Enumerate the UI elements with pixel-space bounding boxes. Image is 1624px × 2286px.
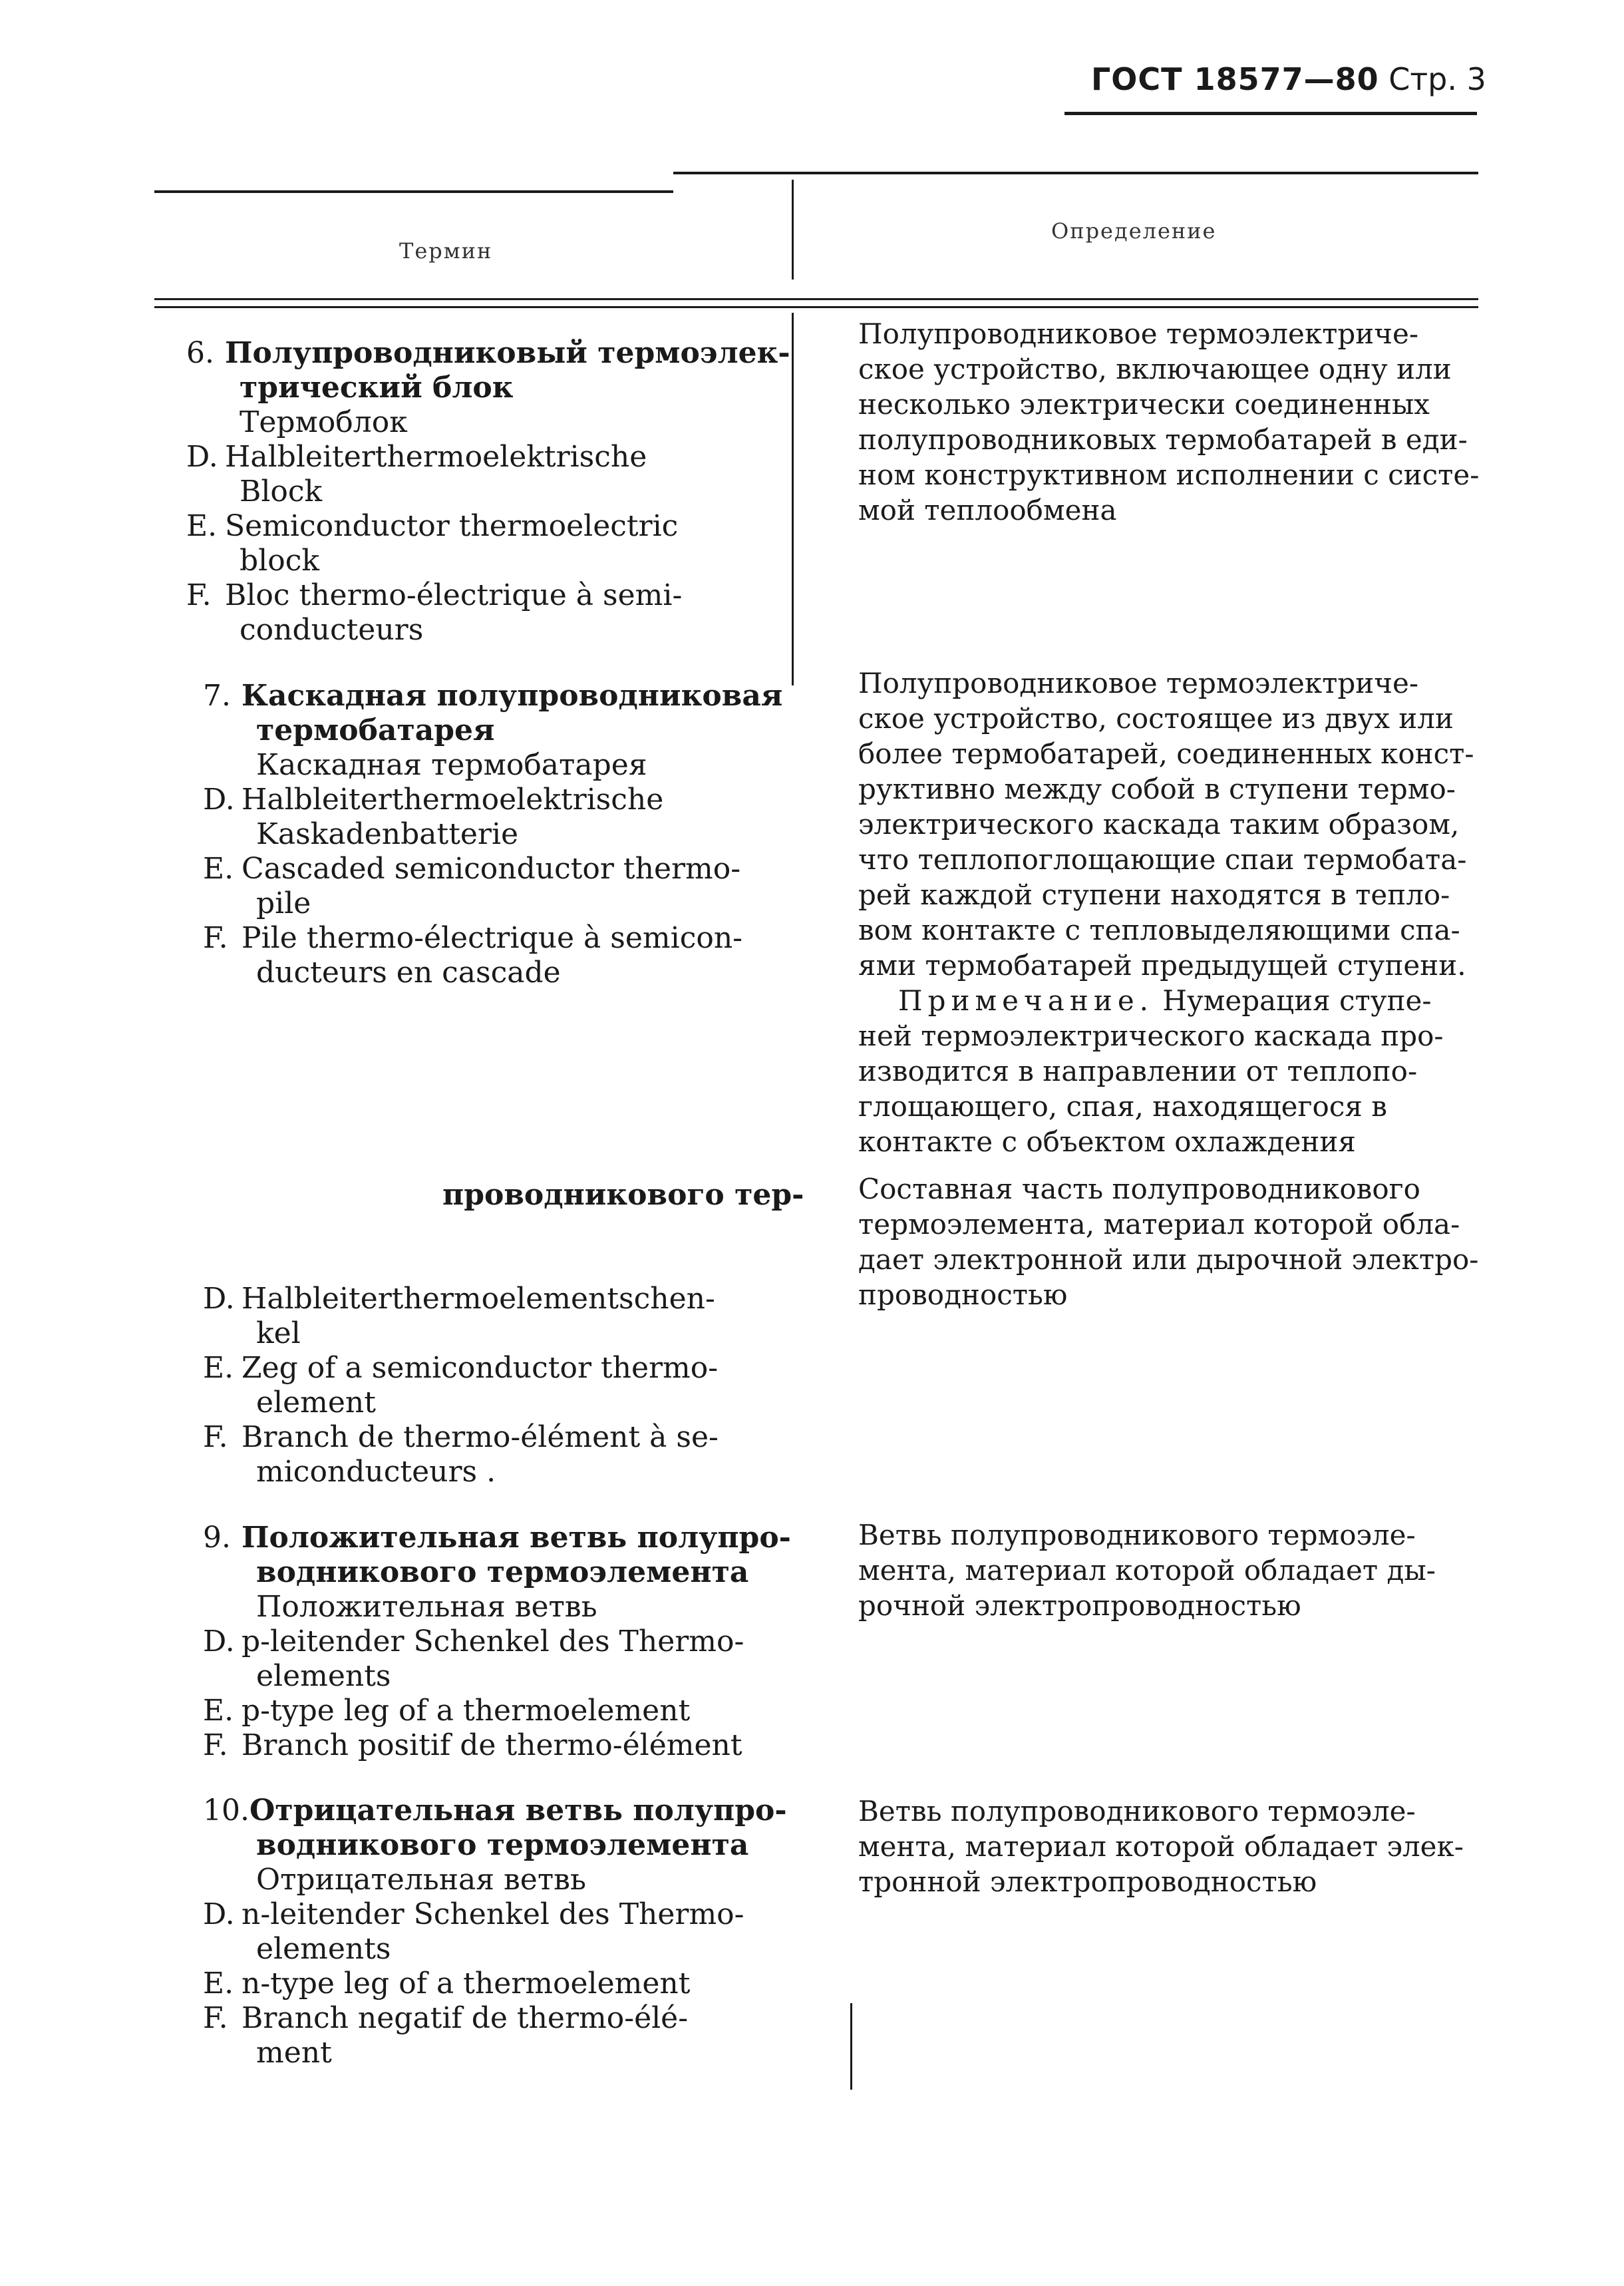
- note-line: Нумерация ступе-: [1162, 984, 1432, 1017]
- column-header-term: Термин: [399, 238, 493, 264]
- header-double-rule-top: [154, 298, 1478, 300]
- page-number: Стр. 3: [1388, 61, 1486, 97]
- term-fr: Pile thermo-électrique à semicon-: [242, 921, 743, 955]
- definition-6: [858, 316, 1480, 528]
- definition-line: более термобатарей, соединенных конст-: [858, 737, 1474, 770]
- definition-line: мента, материал которой обладает элек-: [858, 1830, 1464, 1863]
- standard-number: ГОСТ 18577—80: [1091, 61, 1379, 97]
- note-line: контакте с объектом охлаждения: [858, 1125, 1356, 1158]
- term-de: p-leitender Schenkel des Thermo-: [242, 1624, 744, 1658]
- term-de-cont: kel: [256, 1316, 301, 1350]
- definition-10: [858, 1794, 1480, 1899]
- term-en: Cascaded semiconductor thermo-: [242, 852, 741, 886]
- term-fr-cont: miconducteurs .: [256, 1455, 496, 1489]
- definition-line: рей каждой ступени находятся в тепло-: [858, 878, 1450, 911]
- definition-line: мента, материал которой обладает ды-: [858, 1554, 1436, 1587]
- definition-line: тронной электропроводностью: [858, 1865, 1317, 1898]
- column-divider-bottom: [850, 2003, 852, 2090]
- term-de: Halbleiterthermoelektrische: [242, 783, 664, 817]
- term-ru-line: проводникового тер-: [442, 1178, 804, 1212]
- term-fr: Bloc thermo-électrique à semi-: [225, 578, 683, 612]
- page-header: [1091, 61, 1486, 97]
- term-de-cont: elements: [256, 1932, 391, 1966]
- definition-line: Ветвь полупроводникового термоэле-: [858, 1519, 1416, 1551]
- definition-line: проводностью: [858, 1278, 1068, 1311]
- definition-line: ном конструктивном исполнении с систе-: [858, 459, 1480, 491]
- term-entry-8: проводникового тер- D. Halbleiterthermoelementschen- kel E. Zeg of a semiconductor thermo- element F. Branch de thermo-élément à se- miconducteurs .: [203, 1178, 804, 1489]
- column-divider-body: [792, 313, 794, 685]
- definition-line: Полупроводниковое термоэлектриче-: [858, 317, 1419, 350]
- definition-line: вом контакте с тепловыделяющими спа-: [858, 914, 1460, 946]
- table-top-rule-right: [673, 172, 1478, 174]
- note-line: изводится в направлении от теплопо-: [858, 1055, 1418, 1087]
- definition-line: несколько электрически соединенных: [858, 388, 1430, 421]
- term-de: n-leitender Schenkel des Thermo-: [242, 1897, 744, 1931]
- term-entry-7: 7. Каскадная полупроводниковая термобатарея Каскадная термобатарея D. Halbleiterthermoelektrische Kaskadenbatterie E. Cascaded semiconductor thermo- pile F. Pile thermo-électrique à semicon- ducteurs en cascade: [203, 679, 802, 990]
- note-line: глощающего, спая, находящегося в: [858, 1090, 1387, 1123]
- term-entry-9: 9. Положительная ветвь полупро- водникового термоэлемента Положительная ветвь D. p-leitender Schenkel des Thermo- elements E. p-type leg of a thermoelement F. Branch positif de thermo-élément: [203, 1521, 802, 1763]
- column-divider-header: [792, 180, 794, 280]
- term-short: Термоблок: [240, 405, 408, 439]
- definition-7: [858, 666, 1480, 1159]
- term-ru-line: водникового термоэлемента: [256, 1555, 749, 1589]
- entry-number: 10.: [203, 1794, 249, 1827]
- entry-number: 9.: [203, 1521, 231, 1555]
- term-de-cont: elements: [256, 1659, 391, 1693]
- term-de: Halbleiterthermoelementschen-: [242, 1282, 715, 1316]
- term-ru-line: термобатарея: [256, 713, 495, 747]
- term-en: n-type leg of a thermoelement: [242, 1967, 691, 2000]
- term-en-cont: block: [240, 544, 320, 578]
- term-entry-10: 10.Отрицательная ветвь полупро- водникового термоэлемента Отрицательная ветвь D. n-leitender Schenkel des Thermo- elements E. n-type leg of a thermoelement F. Branch negatif de thermo-élé- ment: [203, 1794, 802, 2070]
- term-en-cont: element: [256, 1386, 376, 1420]
- term-de-cont: Kaskadenbatterie: [256, 817, 519, 851]
- term-fr: Branch negatif de thermo-élé-: [242, 2001, 689, 2035]
- term-en-cont: pile: [256, 886, 311, 920]
- header-double-rule-bottom: [154, 306, 1478, 308]
- term-ru-line: трический блок: [240, 371, 514, 405]
- definition-line: ское устройство, состоящее из двух или: [858, 702, 1454, 735]
- entry-number: 7.: [203, 679, 231, 713]
- definition-line: руктивно между собой в ступени термо-: [858, 773, 1456, 805]
- definition-9: [858, 1517, 1480, 1623]
- column-header-definition: Определение: [1051, 218, 1217, 244]
- term-ru-line: Отрицательная ветвь полупро-: [249, 1794, 787, 1827]
- note-line: ней термоэлектрического каскада про-: [858, 1020, 1444, 1052]
- term-en: p-type leg of a thermoelement: [242, 1694, 691, 1728]
- definition-8: [858, 1171, 1480, 1312]
- term-en: Zeg of a semiconductor thermo-: [242, 1351, 719, 1385]
- definition-line: мой теплообмена: [858, 494, 1117, 526]
- definition-line: электрического каскада таким образом,: [858, 808, 1460, 841]
- term-fr-cont: ducteurs en cascade: [256, 956, 561, 990]
- header-rule: [1064, 112, 1477, 115]
- definition-line: Составная часть полупроводникового: [858, 1173, 1420, 1205]
- term-entry-6: 6. Полупроводниковый термоэлек- трический блок Термоблок D. Halbleiterthermoelektrische Block E. Semiconductor thermoelectric block F. Bloc thermo-électrique à semi- conducteurs: [186, 336, 790, 647]
- definition-line: ское устройство, включающее одну или: [858, 353, 1452, 385]
- definition-line: дает электронной или дырочной электро-: [858, 1243, 1479, 1276]
- table-top-rule-left: [154, 190, 673, 193]
- entry-number: 6.: [186, 336, 214, 370]
- term-short: Положительная ветвь: [256, 1590, 597, 1624]
- definition-line: что теплопоглощающие спаи термобата-: [858, 843, 1467, 876]
- definition-line: полупроводниковых термобатарей в еди-: [858, 423, 1468, 456]
- term-ru-line: Положительная ветвь полупро-: [242, 1521, 791, 1555]
- term-ru-line: водникового термоэлемента: [256, 1828, 749, 1862]
- term-de-cont: Block: [240, 475, 323, 508]
- note-title: Примечание.: [898, 984, 1154, 1017]
- term-ru-line: Каскадная полупроводниковая: [242, 679, 783, 713]
- term-fr-cont: conducteurs: [240, 613, 424, 647]
- definition-line: рочной электропроводностью: [858, 1589, 1301, 1622]
- term-fr-cont: ment: [256, 2036, 332, 2070]
- term-fr: Branch positif de thermo-élément: [242, 1728, 742, 1762]
- term-short: Каскадная термобатарея: [256, 748, 647, 782]
- definition-line: термоэлемента, материал которой обла-: [858, 1208, 1460, 1240]
- term-ru-line: Полупроводниковый термоэлек-: [225, 336, 790, 370]
- definition-line: ями термобатарей предыдущей ступени.: [858, 949, 1466, 982]
- definition-line: Ветвь полупроводникового термоэле-: [858, 1795, 1416, 1827]
- term-short: Отрицательная ветвь: [256, 1863, 586, 1897]
- term-de: Halbleiterthermoelektrische: [225, 440, 647, 474]
- definition-line: Полупроводниковое термоэлектриче-: [858, 667, 1419, 699]
- term-en: Semiconductor thermoelectric: [225, 509, 679, 543]
- term-fr: Branch de thermo-élément à se-: [242, 1420, 719, 1454]
